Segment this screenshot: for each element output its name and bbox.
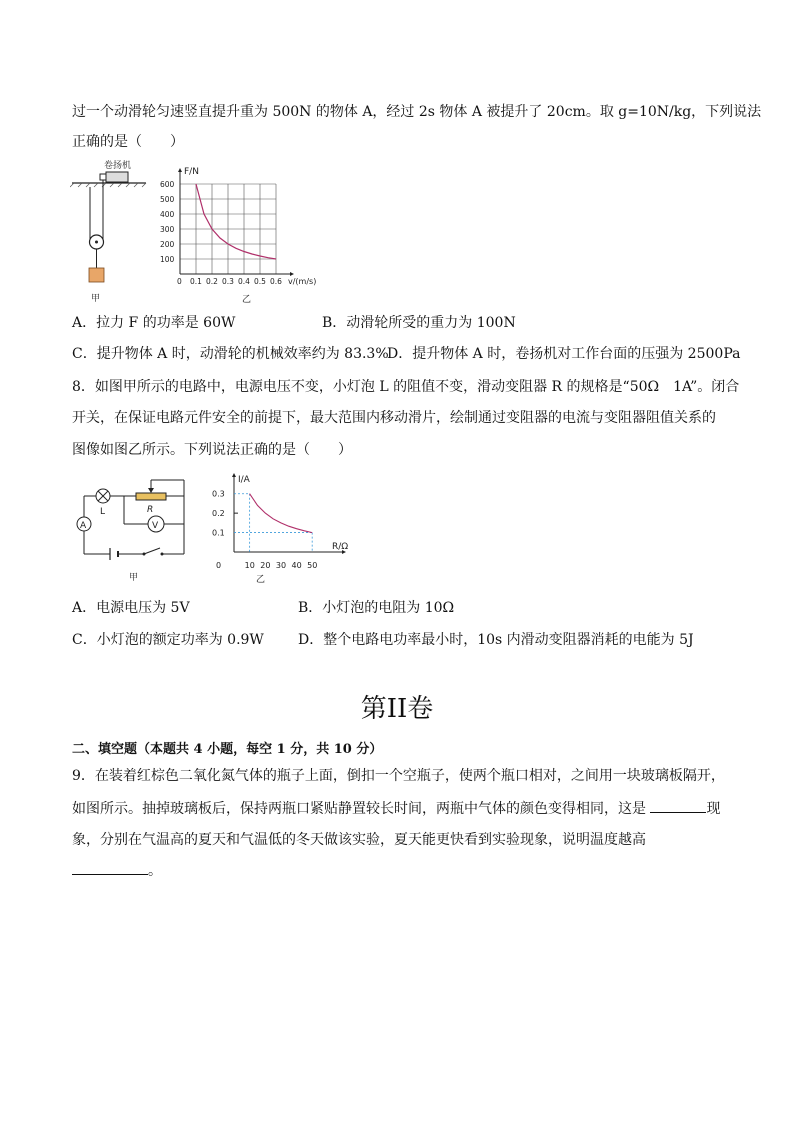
q8-option-d[interactable]: D．整个电路电功率最小时，10s 内滑动变阻器消耗的电能为 5J [298, 632, 694, 648]
winch-label: 卷扬机 [104, 161, 132, 171]
q8-option-b[interactable]: B．小灯泡的电阻为 10Ω [298, 600, 455, 616]
q9-stem-line4 [72, 860, 162, 881]
chart1-ytick-4: 500 [160, 195, 175, 204]
chart2-axes [232, 473, 349, 554]
q8-option-c[interactable]: C．小灯泡的额定功率为 0.9W [72, 632, 264, 648]
chart2-xtick-0: 0 [216, 561, 222, 570]
chart1-series-line [196, 184, 276, 259]
chart1-xlabel: v/(m/s) [288, 277, 317, 286]
chart1-xtick-2: 0.2 [206, 277, 218, 286]
chart2-ytick-1: 0.2 [212, 509, 225, 519]
chart1-ytick-0: 100 [160, 255, 175, 264]
winch-icon [106, 172, 128, 182]
chart1-ytick-5: 600 [160, 180, 175, 189]
chart2-xtick-1: 10 [244, 561, 255, 570]
q8-fig-a-caption: 甲 [129, 573, 139, 583]
q8-stem-line3: 图像如图乙所示。下列说法正确的是（ ） [72, 442, 352, 458]
q7-stem-line1: 过一个动滑轮匀速竖直提升重为 500N 的物体 A，经过 2s 物体 A 被提升了 20cm。取 g=10N/kg，下列说法 [72, 104, 762, 120]
q7-option-a[interactable]: A．拉力 F 的功率是 60W [72, 315, 236, 331]
q7-option-d[interactable]: D．提升物体 A 时，卷扬机对工作台面的压强为 2500Pa [387, 346, 741, 362]
part2-title: 第II卷 [360, 694, 434, 724]
q9-line2-suffix: 现 [706, 801, 721, 817]
voltmeter-label: V [152, 521, 159, 531]
q7-option-b[interactable]: B．动滑轮所受的重力为 100N [322, 315, 516, 331]
q9-answer-blank-1[interactable] [650, 798, 706, 813]
q9-stem-line3: 象，分别在气温高的夏天和气温低的冬天做该实验，夏天能更快看到实验现象，说明温度越高 [72, 832, 646, 848]
chart1-ytick-3: 400 [160, 210, 175, 219]
q9-stem-line1: 9．在装着红棕色二氧化氮气体的瓶子上面，倒扣一个空瓶子，使两个瓶口相对，之间用一块玻璃板隔开， [72, 768, 725, 784]
chart2-xtick-4: 40 [291, 561, 302, 570]
object-a-block [89, 268, 104, 282]
chart2-ytick-0: 0.1 [212, 528, 225, 538]
chart2-ylabel: I/A [238, 475, 250, 485]
q7-fv-chart [158, 162, 328, 306]
rheostat-icon [136, 493, 166, 500]
q7-stem-line2: 正确的是（ ） [72, 134, 184, 150]
chart2-guides [234, 494, 312, 552]
chart2-xtick-2: 20 [260, 561, 271, 570]
chart1-xtick-0: 0 [177, 277, 182, 286]
chart1-xtick-1: 0.1 [190, 277, 202, 286]
q7-fig-a-caption: 甲 [91, 294, 101, 304]
q8-circuit-figure [70, 472, 194, 588]
chart1-ylabel: F/N [184, 167, 199, 177]
lamp-label: L [100, 507, 106, 517]
chart2-series-line [250, 494, 313, 533]
q7-fig-b-caption: 乙 [242, 295, 252, 305]
q8-option-a[interactable]: A．电源电压为 5V [72, 600, 190, 616]
q9-line2-text: 如图所示。抽掉玻璃板后，保持两瓶口紧贴静置较长时间，两瓶中气体的颜色变得相同，这是 [72, 801, 651, 817]
rheostat-label: R [147, 505, 154, 515]
chart1-tick-labels [160, 180, 282, 286]
chart2-xtick-3: 30 [275, 561, 287, 570]
q9-stem-line2 [72, 798, 720, 819]
chart1-ytick-2: 300 [160, 225, 175, 234]
chart2-xtick-5: 50 [307, 561, 318, 570]
chart1-y-arrow [178, 168, 182, 172]
chart1-xtick-3: 0.3 [222, 277, 234, 286]
q8-fig-b-caption: 乙 [256, 575, 266, 585]
q8-stem-line1: 8．如图甲所示的电路中，电源电压不变，小灯泡 L 的阻值不变，滑动变阻器 R 的规格是“50Ω 1A”。闭合 [72, 379, 740, 395]
q9-line4-suffix: 。 [148, 863, 162, 879]
q8-stem-line2: 开关，在保证电路元件安全的前提下，最大范围内移动滑片，绘制通过变阻器的电流与变阻器阻值关系的 [72, 410, 716, 426]
ammeter-label: A [80, 521, 87, 531]
chart1-xtick-4: 0.4 [238, 277, 250, 286]
chart1-grid [180, 184, 276, 274]
chart1-ytick-1: 200 [160, 240, 175, 249]
chart2-xlabel: R/Ω [332, 542, 349, 552]
q9-answer-blank-2[interactable] [72, 860, 148, 875]
q8-ir-chart [212, 472, 364, 588]
chart1-xtick-5: 0.5 [254, 277, 266, 286]
chart1-x-arrow [290, 272, 294, 276]
q7-pulley-figure [70, 158, 150, 306]
chart2-y-arrow [232, 473, 236, 477]
chart1-xtick-6: 0.6 [270, 277, 282, 286]
chart2-ytick-2: 0.3 [212, 489, 225, 499]
section2-heading: 二、填空题（本题共 4 小题，每空 1 分，共 10 分） [72, 742, 383, 757]
q7-option-c[interactable]: C．提升物体 A 时，动滑轮的机械效率约为 83.3% [72, 346, 389, 362]
